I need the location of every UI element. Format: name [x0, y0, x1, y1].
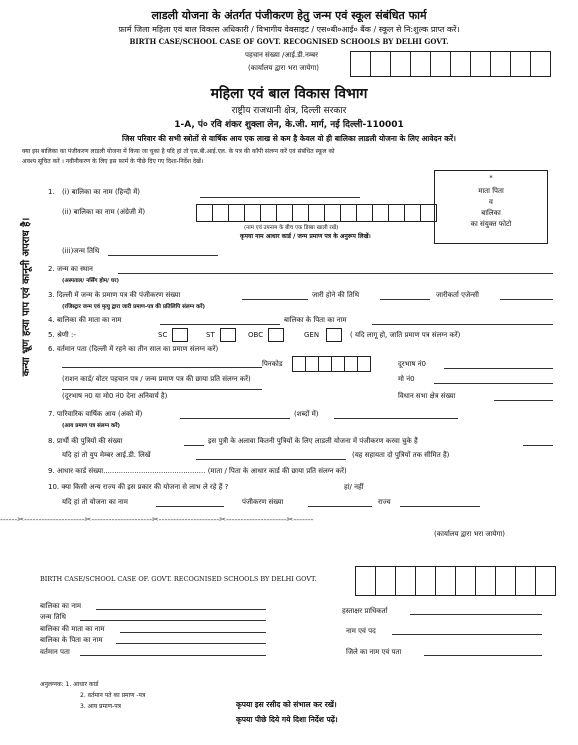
q8-daughters-label: 8. प्रार्थी की पुत्रियों की संख्या [48, 437, 123, 445]
q10-yes-no[interactable]: हां/ नहीं [344, 483, 364, 491]
q6-phone-field[interactable] [444, 368, 553, 369]
q2-birthplace-field[interactable] [118, 273, 553, 274]
photo-box[interactable] [434, 170, 548, 244]
q10-scheme-name-field[interactable] [156, 506, 224, 507]
q5-sc-checkbox[interactable] [172, 328, 188, 342]
slip-english-line: BIRTH CASE/SCHOOL CASE OF. GOVT. RECOGNISED SCHOOLS BY DELHI GOVT. [40, 575, 317, 583]
id-number-label: पहचान संख्या /आई.डी.नम्बर [245, 51, 318, 59]
q7-words-field[interactable] [334, 418, 458, 419]
q8-member-id-label: यदि हां तो युप मेम्बर आई.डी. लिखें [62, 451, 151, 459]
q3-registration-label: 3. दिल्ली में जन्म के प्रमाण पत्र की पंजीकरण संख्या [48, 291, 181, 299]
photo-label-1: माता पिता [478, 187, 504, 195]
side-warning-text: कन्या भ्रूण हत्या पाप एवं कानूनी अपराध है। [21, 217, 32, 377]
q1-name-hindi-label: (i) बालिका का नाम (हिन्दी में) [62, 188, 141, 196]
photo-label-4: का संयुक्त फोटो [470, 220, 512, 228]
slip-designation-label: नाम एवं पद [346, 627, 376, 635]
q2-birthplace-note: (अस्पताल/ नर्सिंग होम/ घर) [62, 278, 119, 284]
slip-father-field[interactable] [116, 643, 266, 644]
q5-gen-checkbox[interactable] [326, 328, 342, 342]
q6-ration-note: (राशन कार्ड/ वोटर पहचान पत्र / जन्म प्रमाण पत्र की छाया प्रति संलग्न करें) [62, 375, 251, 383]
q1-name-note: (नाम एवं उपनाम के बीच एक डिब्बा खाली रखें) [244, 225, 339, 231]
q5-obc-label: OBC [248, 331, 264, 339]
q3-note: (रजिस्ट्रार जन्म एवं मृत्यु द्वारा जारी प्रमाण-पत्र की प्रतिलिपि संलग्न करें) [62, 304, 206, 310]
q3-agency-label: जारीकर्ता एजेन्सी [436, 291, 479, 299]
q4-mother-label: 4. बालिका की माता का नाम [48, 316, 122, 324]
q6-assembly-label: विधान सभा क्षेत्र संख्या [398, 392, 456, 400]
slip-mother-field[interactable] [120, 632, 266, 633]
q7-income-note: (आय प्रमाण पत्र संलग्न करें) [62, 423, 120, 429]
q6-phone-label: दूरभाष नं0 [398, 360, 426, 368]
q5-gen-label: GEN [304, 331, 320, 339]
q4-father-label: बालिका के पिता का नाम [284, 316, 347, 324]
q6-address-field-2[interactable] [62, 389, 262, 390]
form-english-line: BIRTH CASE/SCHOOL CASE OF GOVT. RECOGNISED SCHOOLS BY DELHI GOVT. [129, 37, 449, 46]
q5-st-checkbox[interactable] [220, 328, 236, 342]
slip-district-label: जिले का नाम एवं पता [346, 648, 402, 656]
q6-pincode-label: पिनकोड [262, 360, 283, 368]
slip-enclosures-label: अनुलग्नक: 1. आधार कार्ड [40, 681, 99, 688]
q8-member-id-field[interactable] [196, 459, 346, 460]
q6-phone-mandatory-note: (दूरभाष न0 या मो0 नं0 देना अनिवार्य है) [62, 392, 168, 400]
q1-name-english-label: (ii) बालिका का नाम (अंग्रेजी में) [62, 208, 146, 216]
q3-issue-date-field[interactable] [380, 299, 430, 300]
slip-dob-field[interactable] [80, 620, 266, 621]
q7-words-label: (शब्दों में) [294, 410, 319, 418]
office-fill-note: (कार्यालय द्वारा भरा जायेगा) [434, 530, 505, 538]
q5-category-label: 5. श्रेणी :- [48, 331, 76, 339]
slip-name-field[interactable] [96, 609, 266, 610]
photo-label-3: बालिका [481, 209, 501, 217]
q10-other-scheme-label: 10. क्या किसी अन्य राज्य की इस प्रकार की योजना से लाभ ले रहे हैं ? [48, 483, 229, 491]
q8-daughters-field[interactable] [184, 445, 204, 446]
q8-rest-field[interactable] [523, 445, 553, 446]
id-number-boxes[interactable] [350, 51, 551, 77]
q10-scheme-name-label: यदि हां तो योजना का नाम [62, 498, 128, 506]
q5-obc-checkbox[interactable] [268, 328, 284, 342]
q1-name-english-boxes[interactable] [196, 204, 437, 222]
q3-issue-date-label: जारी होने की तिथि [312, 291, 360, 299]
form-title: लाडली योजना के अंतर्गत पंजीकरण हेतु जन्म एवं स्कूल संबंधित फार्म [151, 9, 427, 22]
q8-note: (यह सहायता दो पुत्रियों तक सीमित हैं) [352, 451, 450, 459]
slip-signature-field[interactable] [410, 614, 542, 615]
q6-assembly-field[interactable] [494, 400, 553, 401]
q1-name-hindi-field[interactable] [200, 197, 360, 198]
q3-agency-field[interactable] [500, 299, 553, 300]
q6-address-field[interactable] [62, 367, 262, 368]
slip-dob-label: जन्म तिथि [40, 613, 66, 621]
slip-id-boxes[interactable] [355, 566, 556, 596]
q3-registration-field[interactable] [242, 299, 308, 300]
id-number-note: (कार्यालय द्वारा भरा जायेगा) [248, 64, 319, 72]
q1-name-note-2: कृपया नाम आधार कार्ड / जन्म प्रमाण पत्र के अनुरूप लिखें। [240, 233, 371, 240]
q5-sc-label: SC [158, 331, 168, 339]
q6-mobile-field[interactable] [434, 383, 553, 384]
q10-state-field[interactable] [400, 506, 480, 507]
slip-see-back: कृपया पीछे दिये गये दिशा निर्देश पढ़ें। [236, 715, 338, 724]
slip-signature-label: हस्ताक्षर प्राधिकर्ता [342, 607, 388, 615]
q6-pincode-boxes[interactable] [292, 356, 371, 372]
department-name: महिला एवं बाल विकास विभाग [210, 86, 368, 102]
photo-star: * [489, 174, 493, 182]
slip-designation-field[interactable] [392, 634, 542, 635]
q9-aadhaar-label[interactable]: 9. आधार कार्ड संख्या.............................................. (माता / पिता के आधार कार्ड की छाया प्रति संलग्न करें) [48, 467, 347, 475]
form-subtitle: फ़ार्म जिला महिला एवं बाल विकास अधिकारी / विभागीय वेबसाइट / एस०बी०आई० बैंक / स्कूल से नि:शुल्क प्राप्त करें। [118, 25, 460, 34]
slip-name-label: बालिका का नाम [40, 602, 82, 610]
slip-district-field[interactable] [424, 655, 542, 656]
q8-rest-label: इस पुत्री के अलावा कितनी पुत्रियों के लिए लाडली योजना में पंजीकरण करवा चुके हैं [208, 437, 418, 445]
slip-address-label: वर्तमान पता [40, 648, 70, 656]
instruction-line-2: अवश्य सूचित करें । नवीनीकरण के लिए इस फ़ार्म के पीछे दिए गए दिशा-निर्देश देखें। [22, 158, 204, 165]
slip-keep-receipt: कृपया इस रसीद को संभाल कर रखें। [236, 700, 337, 709]
q10-registration-label: पंजीकरण संख्या [242, 498, 284, 506]
q5-st-label: ST [206, 331, 215, 339]
q2-birthplace-label: 2. जन्म का स्थान [48, 265, 93, 273]
cut-line: ------✂---------------------✂---------------------✂---------------------✂---------------------✂------- [0, 515, 314, 524]
slip-enclosure-3: 3. आय प्रमाण-पत्र [80, 703, 121, 710]
slip-father-label: बालिका के पिता का नाम [40, 636, 103, 644]
q10-registration-field[interactable] [308, 506, 372, 507]
q10-state-label: राज्य [378, 498, 391, 506]
department-address: 1-A, पं० रवि शंकर शुक्ला लेन, के.जी. मार्ग, नई दिल्ली-110001 [174, 120, 404, 130]
slip-address-field[interactable] [80, 655, 266, 656]
q6-address-label: 6. वर्तमान पता (दिल्ली में रहने का तीन साल का प्रमाण संलग्न करें) [48, 345, 219, 353]
photo-label-2: व [489, 198, 493, 206]
q4-mother-field[interactable] [160, 324, 280, 325]
slip-mother-label: बालिका की माता का नाम [40, 625, 105, 633]
slip-enclosure-2: 2. वर्तमान पते का प्रमाण -पत्र [80, 692, 146, 699]
q5-category-note: ( यदि लागू हो, जाति प्रमाण पत्र संलग्न करें) [350, 331, 461, 339]
q4-father-field[interactable] [372, 324, 553, 325]
q1-number: 1. [48, 188, 55, 196]
q1-dob-field[interactable] [108, 255, 218, 256]
eligibility-note: जिस परिवार की सभी स्त्रोतों से वार्षिक आय एक लाख से कम है केवल वो ही बालिका लाडली योजना के लिए आवेदन करें। [122, 134, 456, 143]
department-region: राष्ट्रीय राजधानी क्षेत्र, दिल्ली सरकार [231, 106, 347, 116]
instruction-line-1: क्या इस बालिका का पंजीकरण लाडली योजना में किया जा चुका है यदि हां तो एस.बी.आई.एल. के पत्र की कॉपी संलग्न करें एवं संबंधित स्कूल को [22, 148, 335, 155]
q6-mobile-label: मो नं0 [398, 375, 415, 383]
q1-dob-label: (iii)जन्म तिथि [62, 247, 100, 255]
q7-income-field[interactable] [180, 418, 290, 419]
q7-income-label: 7. पारिवारिक वार्षिक आय (अंको में) [48, 410, 143, 418]
